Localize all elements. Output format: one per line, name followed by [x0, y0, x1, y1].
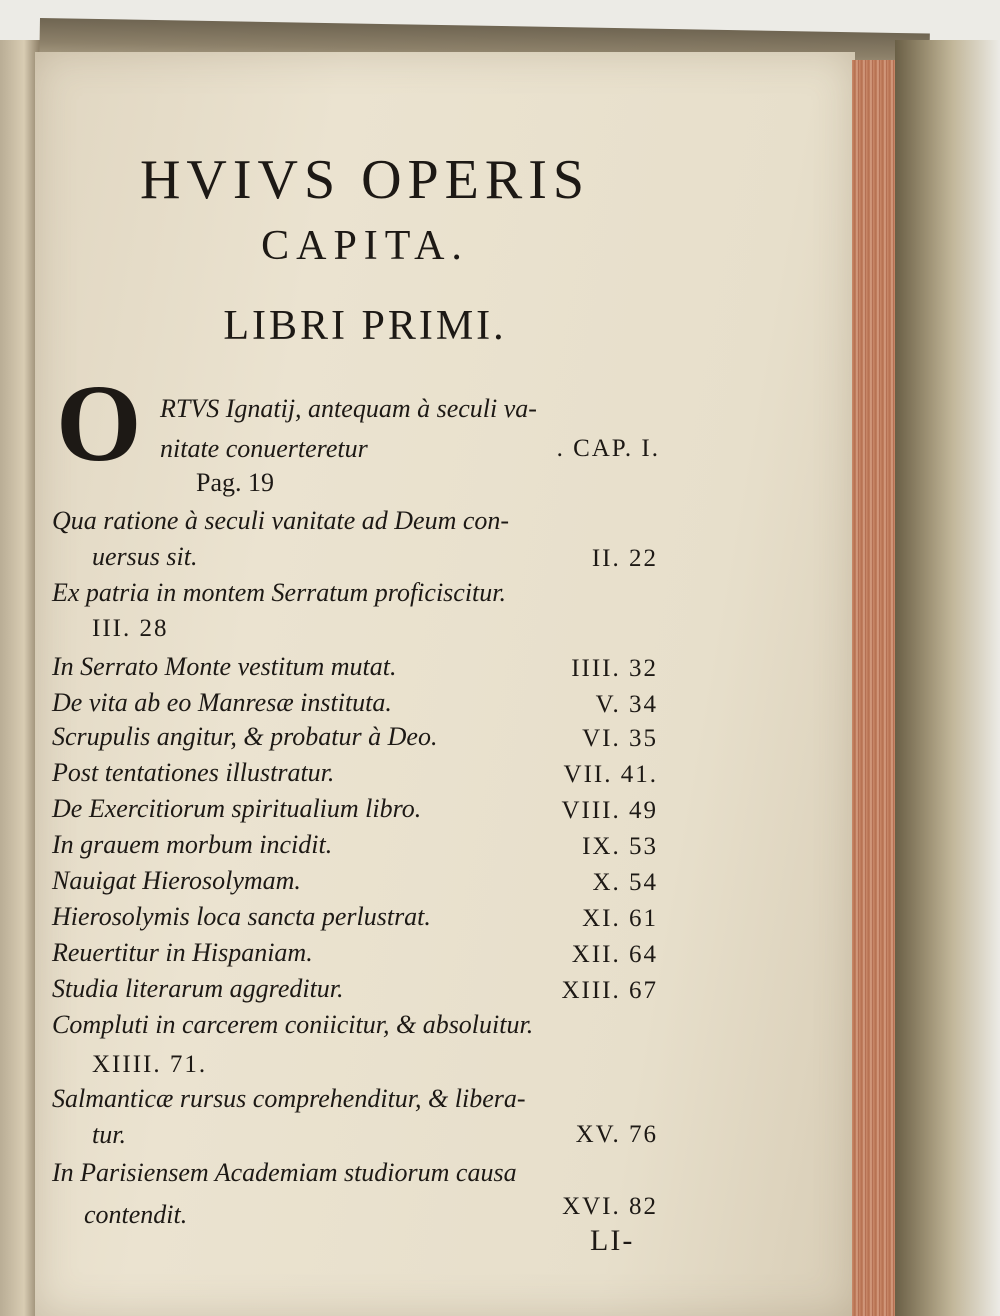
entry-ref: XII. 64 — [571, 941, 658, 968]
entry-ref: XI. 61 — [582, 905, 658, 932]
entry-ref: IX. 53 — [582, 833, 658, 860]
entry-title: Studia literarum aggreditur. — [52, 974, 344, 1003]
page-subtitle: CAPITA. — [261, 223, 469, 269]
entry-ref: XVI. 82 — [562, 1193, 658, 1220]
entry-1-page: Pag. 19 — [196, 468, 274, 497]
entry-ref: XIII. 67 — [561, 977, 658, 1004]
entry-ref: XV. 76 — [575, 1121, 658, 1148]
entry-title: Scrupulis angitur, & probatur à Deo. — [52, 722, 438, 751]
entry-title: In grauem morbum incidit. — [52, 830, 333, 859]
entry-ref: VII. 41. — [563, 761, 658, 788]
entry-ref: V. 34 — [595, 691, 658, 718]
entry-1-line-1: RTVS Ignatij, antequam à seculi va- — [160, 394, 537, 423]
entry-title: In Serrato Monte vestitum mutat. — [52, 652, 397, 681]
entry-1-line-2: nitate conuerteretur — [160, 434, 368, 463]
entry-ref: X. 54 — [592, 869, 658, 896]
page-title: HVIVS OPERIS — [139, 149, 591, 211]
entry-title-cont: uersus sit. — [92, 542, 198, 571]
entry-title: De vita ab eo Manresæ instituta. — [52, 688, 392, 717]
entry-title: Post tentationes illustratur. — [52, 758, 335, 787]
entry-ref: III. 28 — [92, 615, 169, 642]
entry-title: Qua ratione à seculi vanitate ad Deum con- — [52, 506, 510, 535]
entry-title: In Parisiensem Academiam studiorum causa — [52, 1158, 517, 1187]
book-heading: LIBRI PRIMI. — [223, 303, 507, 349]
entry-ref: VI. 35 — [582, 725, 658, 752]
entry-ref: VIII. 49 — [561, 797, 658, 824]
drop-cap: O — [56, 362, 142, 484]
entry-title: Nauigat Hierosolymam. — [52, 866, 301, 895]
entry-ref: IIII. 32 — [571, 655, 658, 682]
entry-title: Compluti in carcerem coniicitur, & absoluitur. — [52, 1010, 534, 1039]
entry-title: De Exercitiorum spiritualium libro. — [52, 794, 422, 823]
entry-title-cont: tur. — [92, 1120, 126, 1149]
entry-title: Hierosolymis loca sancta perlustrat. — [52, 902, 431, 931]
entry-title: Salmanticæ rursus comprehenditur, & libera- — [52, 1084, 526, 1113]
entry-title: Ex patria in montem Serratum proficiscitur. — [52, 578, 507, 607]
entry-title: Reuertitur in Hispaniam. — [52, 938, 313, 967]
entry-ref: XIIII. 71. — [92, 1051, 208, 1078]
entry-title-cont: contendit. — [84, 1200, 188, 1229]
entry-ref: II. 22 — [591, 545, 658, 572]
entry-1-cap: . CAP. I. — [556, 435, 660, 462]
catchword: LI- — [590, 1224, 635, 1257]
